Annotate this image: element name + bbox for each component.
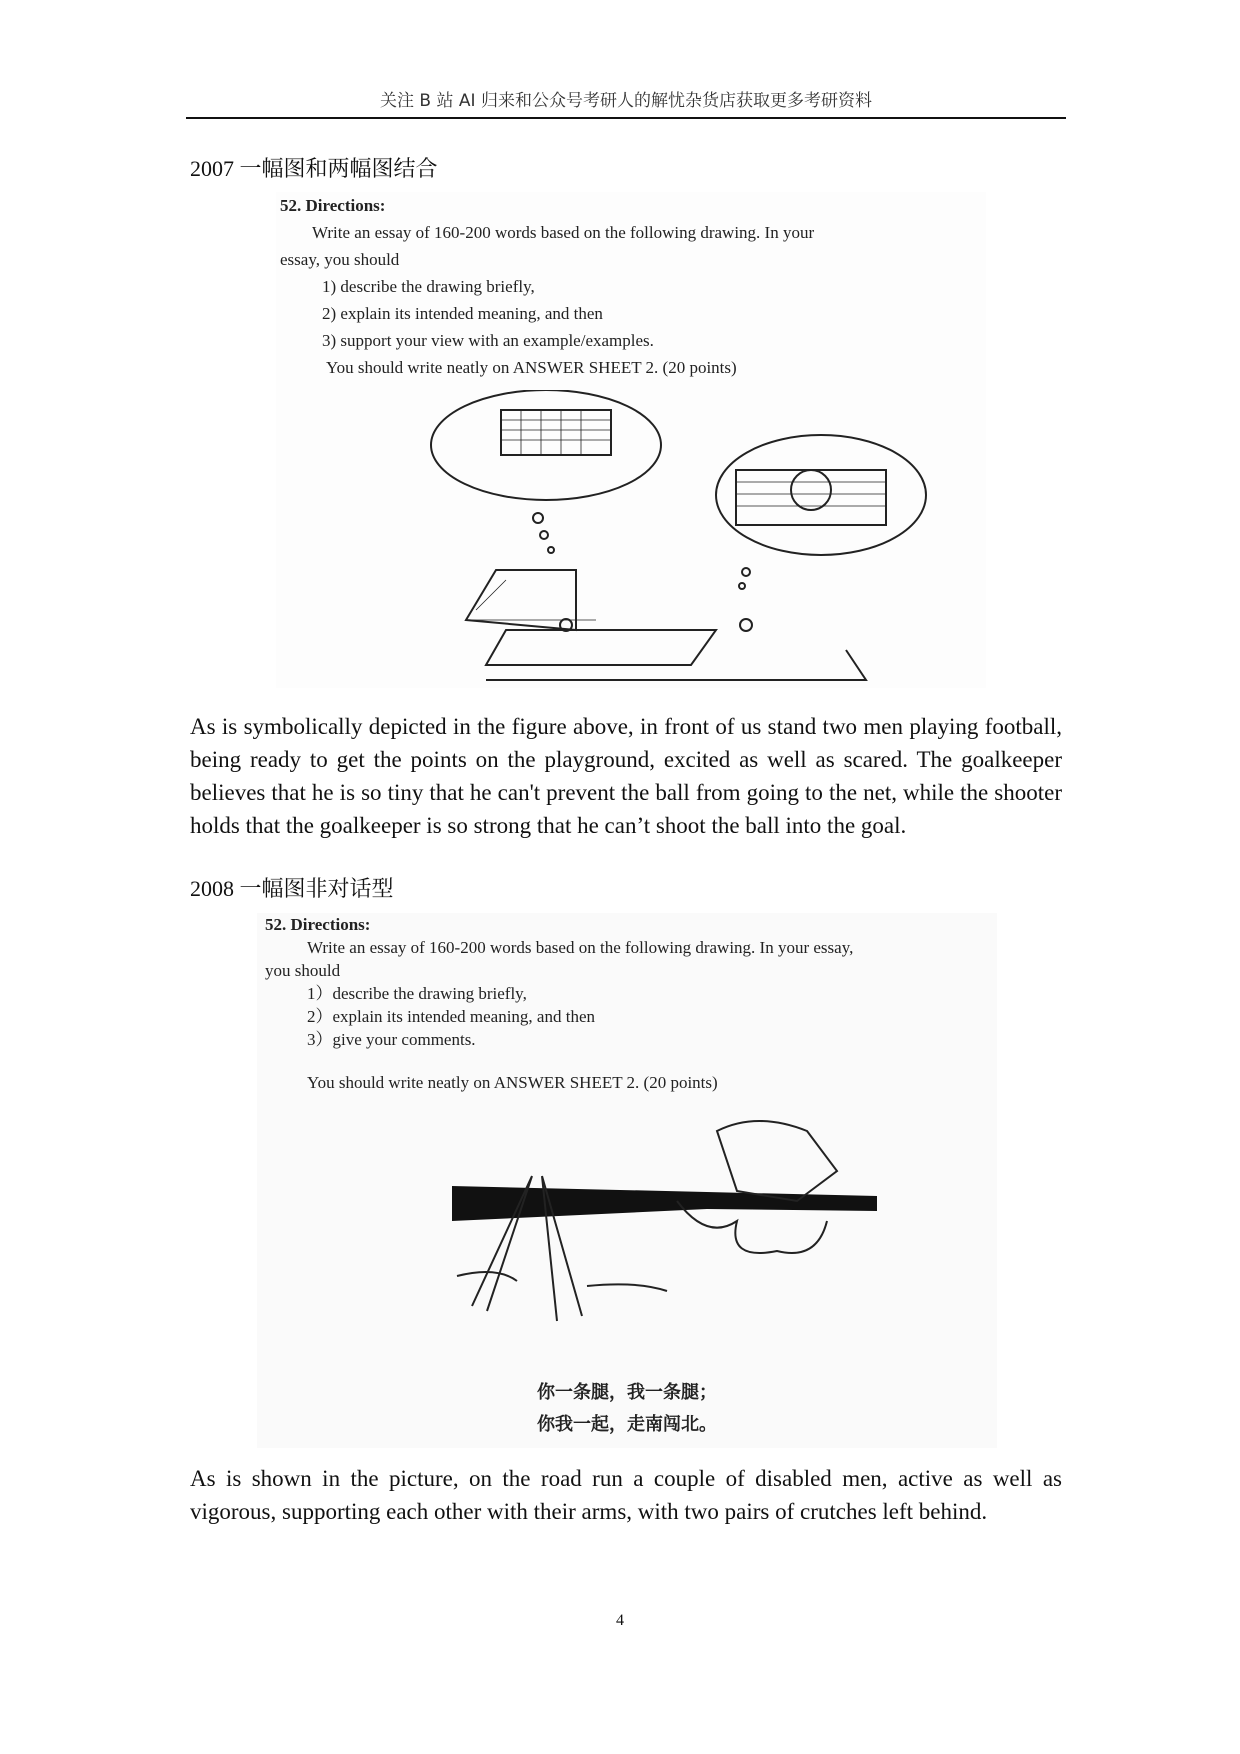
caption-line: 你我一起，走南闯北。 [537,1414,717,1435]
page-number: 4 [616,1612,624,1629]
figure-2007 [276,192,986,688]
directions-item: 3）give your comments. [307,1030,476,1049]
directions-2008 [257,913,997,1094]
football-cartoon [276,390,986,690]
directions-item: 3) support your view with an example/examples. [322,331,654,350]
directions-intro2: you should [265,961,341,980]
page-header: 关注 B 站 AI 归来和公众号考研人的解忧杂货店获取更多考研资料 [380,91,872,111]
directions-title: 52. Directions: [265,915,371,934]
directions-item: 1) describe the drawing briefly, [322,277,535,296]
directions-note: You should write neatly on ANSWER SHEET 2. (20 points) [307,1073,718,1092]
paragraph-2008: As is shown in the picture, on the road run a couple of disabled men, active as well as vigorous, supporting each other with their arms, with two pairs of crutches left behind. [190,1466,1062,1524]
section-heading-2008: 2008 一幅图非对话型 [190,876,394,901]
header-rule [186,117,1066,119]
directions-title: 52. Directions: [280,196,386,215]
directions-intro2: essay, you should [280,250,400,269]
directions-item: 2）explain its intended meaning, and then [307,1007,595,1026]
caption-line: 你一条腿，我一条腿； [537,1382,717,1403]
directions-2007 [276,192,986,381]
crutches-cartoon [257,1111,997,1371]
directions-item: 2) explain its intended meaning, and then [322,304,603,323]
section-heading-2007: 2007 一幅图和两幅图结合 [190,156,438,181]
cartoon-caption [257,1377,997,1441]
directions-intro: Write an essay of 160-200 words based on the following drawing. In your [312,223,815,242]
figure-2008 [257,913,997,1448]
directions-note: You should write neatly on ANSWER SHEET 2. (20 points) [326,358,737,377]
directions-intro: Write an essay of 160-200 words based on the following drawing. In your essay, [307,938,854,957]
directions-item: 1）describe the drawing briefly, [307,984,527,1003]
paragraph-2007: As is symbolically depicted in the figure above, in front of us stand two men playing football, being ready to get the points on the playground, excited as well as scared. The goalkeeper believes that he is so tiny that he can't prevent the ball from going to the net, while the shooter holds that the goalkeeper is so strong that he can’t shoot the ball into the goal. [190,714,1062,838]
